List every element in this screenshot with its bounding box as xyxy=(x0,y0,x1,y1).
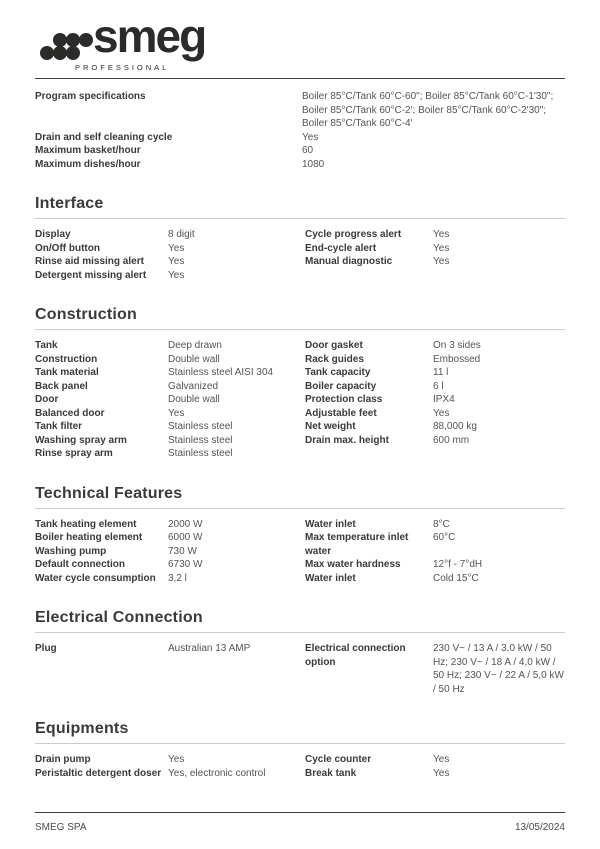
spec-label: Max water hardness xyxy=(305,559,401,570)
spec-row xyxy=(305,642,565,696)
spec-label: Maximum basket/hour xyxy=(35,145,141,156)
spec-value: 2000 W xyxy=(168,518,203,530)
spec-label: Default connection xyxy=(35,559,126,570)
spec-value: 60°C xyxy=(433,532,456,543)
footer-date: 13/05/2024 xyxy=(514,822,565,833)
spec-value: Yes xyxy=(168,407,185,419)
spec-value: Yes xyxy=(433,754,450,765)
spec-row xyxy=(35,420,305,434)
spec-label: Program specifications xyxy=(35,91,146,102)
spec-row xyxy=(35,131,565,145)
section-right-column xyxy=(305,642,565,696)
section-construction xyxy=(35,306,565,461)
spec-row xyxy=(35,531,305,545)
section-divider xyxy=(35,218,565,219)
spec-label: Tank heating element xyxy=(35,518,137,530)
spec-label: Peristaltic detergent doser xyxy=(35,767,162,779)
spec-row xyxy=(35,407,305,421)
spec-row xyxy=(35,242,305,256)
spec-value: On 3 sides xyxy=(433,340,481,351)
spec-label: Washing spray arm xyxy=(35,434,127,446)
section-divider xyxy=(35,632,565,633)
spec-value: Embossed xyxy=(433,353,481,365)
spec-value: Yes xyxy=(168,242,185,254)
spec-row xyxy=(35,545,305,559)
section-left-column xyxy=(35,339,305,461)
spec-label: Rinse spray arm xyxy=(35,448,113,459)
spec-row xyxy=(35,353,305,367)
spec-row xyxy=(305,518,565,532)
spec-label: Balanced door xyxy=(35,407,105,419)
spec-row xyxy=(35,393,305,407)
spec-value: 8 digit xyxy=(168,229,195,240)
footer-company: SMEG SPA xyxy=(35,822,87,833)
spec-value: Stainless steel xyxy=(168,421,233,432)
brand-name: smeg xyxy=(93,10,206,62)
spec-row xyxy=(35,518,305,532)
spec-value: Yes xyxy=(433,229,450,240)
spec-row xyxy=(35,366,305,380)
spec-label: Water inlet xyxy=(305,572,356,584)
spec-value: Boiler 85°C/Tank 60°C-60"; Boiler 85°C/Tank 60°C-1'30"; Boiler 85°C/Tank 60°C-2'; Boiler 85°C/Tank 60°C-2'30"; Boiler 85°C/Tank 60°C-4' xyxy=(302,91,554,129)
spec-row xyxy=(35,269,305,283)
spec-label: Adjustable feet xyxy=(305,407,377,419)
spec-value: Galvanized xyxy=(168,380,219,392)
smeg-dots-icon xyxy=(40,33,92,60)
spec-label: Boiler heating element xyxy=(35,532,143,543)
section-interface xyxy=(35,195,565,282)
spec-label: Net weight xyxy=(305,421,356,432)
section-left-column xyxy=(35,518,305,586)
spec-row xyxy=(35,255,305,269)
brand-subtitle: PROFESSIONAL xyxy=(75,63,170,72)
spec-value: 6000 W xyxy=(168,532,203,543)
page-footer xyxy=(35,812,565,833)
spec-value: Stainless steel AISI 304 xyxy=(168,367,274,378)
spec-label: Cycle counter xyxy=(305,754,372,765)
spec-label: Back panel xyxy=(35,380,88,392)
spec-value: 1080 xyxy=(302,158,325,170)
spec-value: 60 xyxy=(302,145,314,156)
spec-label: Detergent missing alert xyxy=(35,269,147,281)
section-left-column xyxy=(35,228,305,282)
spec-label: Boiler capacity xyxy=(305,380,377,392)
spec-row xyxy=(305,531,565,558)
spec-row xyxy=(305,366,565,380)
spec-row xyxy=(35,572,305,586)
spec-label: Washing pump xyxy=(35,545,107,557)
section-right-column xyxy=(305,518,565,586)
spec-row xyxy=(35,144,565,158)
spec-value: 88,000 kg xyxy=(433,421,477,432)
spec-label: Break tank xyxy=(305,767,357,779)
spec-row xyxy=(305,242,565,256)
spec-label: Construction xyxy=(35,353,98,365)
spec-row xyxy=(35,753,305,767)
spec-value: Stainless steel xyxy=(168,448,233,459)
spec-label: Drain and self cleaning cycle xyxy=(35,131,173,143)
spec-label: Max temperature inlet water xyxy=(305,532,409,557)
spec-value: 6 l xyxy=(433,380,444,392)
spec-value: 730 W xyxy=(168,545,197,557)
spec-value: 3,2 l xyxy=(168,572,187,584)
spec-value: 230 V~ / 13 A / 3,0 kW / 50 Hz; 230 V~ / 18 A / 4,0 kW / 50 Hz; 230 V~ / 22 A / 5,0 kW / 50 Hz xyxy=(433,643,564,695)
spec-value: 8°C xyxy=(433,518,450,530)
spec-value: Yes xyxy=(433,256,450,267)
spec-row xyxy=(35,228,305,242)
section-divider xyxy=(35,508,565,509)
spec-value: Stainless steel xyxy=(168,434,233,446)
spec-row xyxy=(305,255,565,269)
spec-row xyxy=(35,158,565,172)
section-equipments xyxy=(35,720,565,780)
spec-value: Yes xyxy=(433,407,450,419)
spec-label: Display xyxy=(35,229,71,240)
spec-row xyxy=(305,767,565,781)
spec-label: On/Off button xyxy=(35,242,100,254)
spec-row xyxy=(35,434,305,448)
section-electrical-connection xyxy=(35,609,565,696)
section-title: Equipments xyxy=(35,720,129,737)
spec-row xyxy=(35,447,305,461)
section-divider xyxy=(35,329,565,330)
spec-row xyxy=(35,339,305,353)
spec-label: Door xyxy=(35,394,59,405)
section-title: Interface xyxy=(35,195,104,212)
spec-label: Water inlet xyxy=(305,518,356,530)
smeg-logo xyxy=(35,10,565,72)
section-divider xyxy=(35,743,565,744)
spec-value: 11 l xyxy=(433,367,449,378)
spec-row xyxy=(305,339,565,353)
spec-label: Cycle progress alert xyxy=(305,229,402,240)
spec-value: Deep drawn xyxy=(168,340,222,351)
spec-row xyxy=(35,90,565,131)
spec-value: 6730 W xyxy=(168,559,203,570)
spec-label: Rinse aid missing alert xyxy=(35,256,144,267)
spec-value: 12°f - 7°dH xyxy=(433,559,483,570)
section-right-column xyxy=(305,753,565,780)
spec-label: Tank capacity xyxy=(305,367,371,378)
spec-row xyxy=(35,642,305,656)
spec-label: Rack guides xyxy=(305,353,364,365)
spec-label: Manual diagnostic xyxy=(305,256,393,267)
section-technical-features xyxy=(35,485,565,586)
spec-row xyxy=(305,434,565,448)
spec-row xyxy=(305,420,565,434)
section-title: Technical Features xyxy=(35,484,183,502)
spec-label: Maximum dishes/hour xyxy=(35,158,141,170)
header-divider xyxy=(35,78,565,79)
spec-value: Cold 15°C xyxy=(433,572,479,584)
section-title: Electrical Connection xyxy=(35,609,203,626)
spec-label: Tank xyxy=(35,340,58,351)
spec-row xyxy=(305,572,565,586)
section-right-column xyxy=(305,228,565,282)
spec-label: Protection class xyxy=(305,394,383,405)
spec-value: Yes xyxy=(168,269,185,281)
smeg-dots-row-bottom xyxy=(40,46,92,60)
section-program-specifications xyxy=(35,90,565,171)
spec-row xyxy=(35,767,305,781)
spec-value: Yes xyxy=(433,767,450,779)
spec-label: End-cycle alert xyxy=(305,242,377,254)
spec-row xyxy=(305,353,565,367)
spec-label: Drain pump xyxy=(35,754,91,765)
section-right-column xyxy=(305,339,565,461)
spec-value: IPX4 xyxy=(433,394,455,405)
spec-row xyxy=(305,753,565,767)
spec-row xyxy=(35,558,305,572)
section-title: Construction xyxy=(35,306,137,323)
smeg-dots-row-top xyxy=(53,33,92,47)
spec-value: 600 mm xyxy=(433,434,470,446)
spec-value: Double wall xyxy=(168,353,220,365)
spec-label: Door gasket xyxy=(305,340,363,351)
spec-value: Yes, electronic control xyxy=(168,767,266,779)
spec-row xyxy=(35,380,305,394)
spec-value: Yes xyxy=(168,754,185,765)
spec-row xyxy=(305,380,565,394)
section-left-column xyxy=(35,642,305,696)
spec-label: Water cycle consumption xyxy=(35,572,156,584)
spec-row xyxy=(305,407,565,421)
spec-value: Double wall xyxy=(168,394,220,405)
spec-label: Drain max. height xyxy=(305,434,389,446)
spec-label: Tank material xyxy=(35,367,99,378)
spec-value: Yes xyxy=(433,242,450,254)
section-left-column xyxy=(35,753,305,780)
spec-label: Tank filter xyxy=(35,421,83,432)
spec-value: Yes xyxy=(168,256,185,267)
spec-row xyxy=(305,228,565,242)
spec-label: Electrical connection option xyxy=(305,643,406,668)
spec-label: Plug xyxy=(35,643,57,654)
spec-row xyxy=(305,393,565,407)
spec-row xyxy=(305,558,565,572)
spec-value: Australian 13 AMP xyxy=(168,643,251,654)
spec-value: Yes xyxy=(302,131,319,143)
